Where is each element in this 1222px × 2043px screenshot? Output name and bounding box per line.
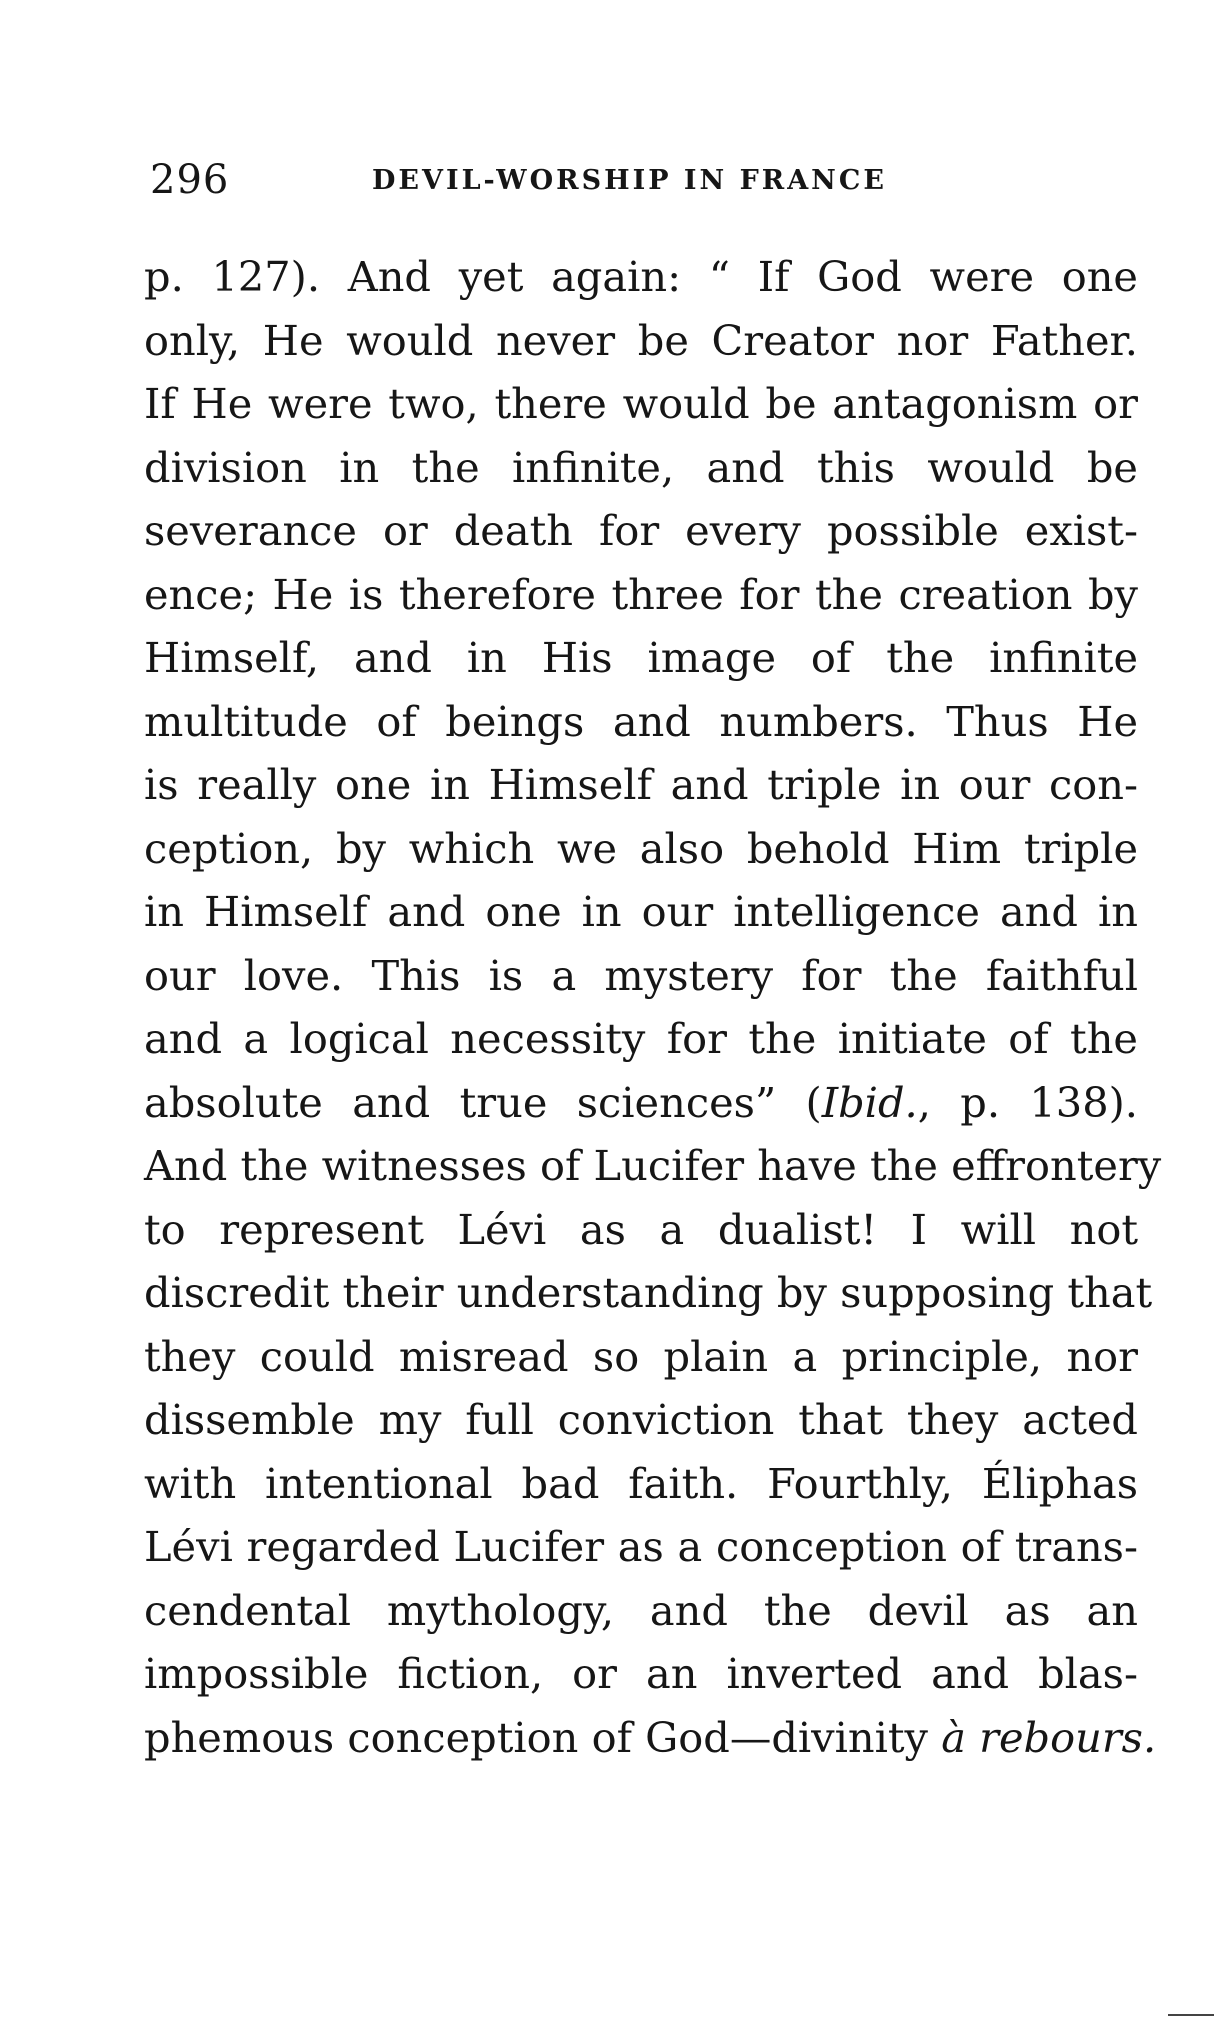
text-line: dissemble my full conviction that they acted [144,1395,1138,1444]
citation-page: , p. 138). [917,1077,1138,1127]
citation-ibid: Ibid. [821,1077,918,1127]
running-title: DEVIL-WORSHIP IN FRANCE [372,165,887,196]
final-line-lead: phemous conception of God—divinity [144,1712,942,1762]
text-line: our love. This is a mystery for the faithful [144,950,1138,1000]
text-line: only, He would never be Creator nor Father. [144,315,1138,365]
running-head [150,150,1150,210]
text-line: discredit their understanding by supposing that [144,1268,1153,1317]
text-line: multitude of beings and numbers. Thus He [144,696,1138,746]
text-line-final [144,1706,1157,1770]
text-line: impossible fiction, or an inverted and blas- [144,1649,1138,1698]
text-line: ence; He is therefore three for the creation by [144,569,1138,619]
text-line: If He were two, there would be antagonism or [144,379,1138,428]
text-line: in Himself and one in our intelligence and in [144,887,1138,936]
text-line: ception, by which we also behold Him triple [144,823,1138,873]
text-line: division in the infinite, and this would be [144,442,1138,492]
text-line: And the witnesses of Lucifer have the effrontery [144,1141,1162,1190]
text-line: Lévi regarded Lucifer as a conception of trans- [144,1522,1138,1571]
text-line: to represent Lévi as a dualist! I will not [144,1204,1138,1254]
text-line: severance or death for every possible exist- [144,506,1138,555]
text-line: with intentional bad faith. Fourthly, Éliphas [144,1458,1138,1508]
text-line: they could misread so plain a principle, nor [144,1331,1138,1381]
page-number: 296 [150,157,230,203]
text-line-citation [144,1071,1138,1135]
text-line: Himself, and in His image of the infinite [144,633,1138,682]
final-line-italic: à rebours. [941,1712,1157,1762]
corner-rule [1168,2014,1214,2016]
text-line: cendental mythology, and the devil as an [144,1585,1138,1635]
text-line: p. 127). And yet again: “ If God were one [144,252,1138,301]
body-text [144,245,1162,1769]
text-line: is really one in Himself and triple in our con- [144,760,1138,809]
text-line: and a logical necessity for the initiate of the [144,1014,1138,1063]
citation-lead: absolute and true sciences” ( [144,1077,822,1127]
